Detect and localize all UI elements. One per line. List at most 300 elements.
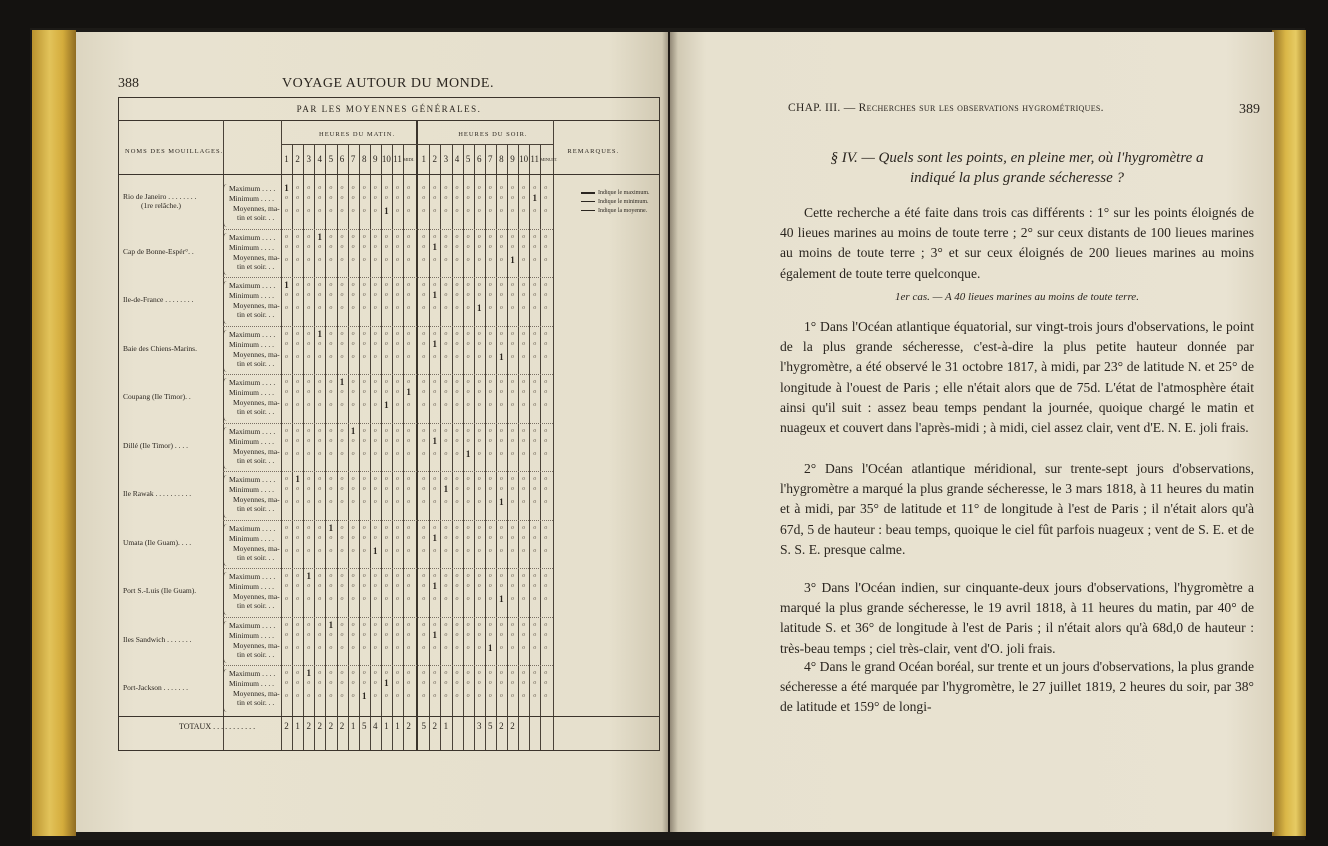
table-cell-one: 1	[432, 629, 438, 640]
table-cell-zero: o	[285, 243, 288, 250]
table-cell-zero: o	[477, 330, 481, 337]
table-cell-zero: o	[373, 670, 377, 676]
row-label-minimum: Minimum . . . .	[229, 630, 275, 640]
table-cell-zero: o	[466, 573, 470, 579]
table-cell-zero: o	[533, 243, 537, 250]
table-cell-zero: o	[296, 524, 300, 531]
table-cell-zero: o	[455, 353, 459, 360]
table-cell-zero: o	[329, 256, 333, 263]
left-page-number: 388	[118, 76, 139, 91]
table-cell-zero: o	[307, 208, 311, 214]
table-cell-zero: o	[499, 282, 503, 288]
table-cell-zero: o	[351, 305, 355, 311]
total-value: 2	[499, 720, 504, 731]
row-label-maximum: Maximum . . . .	[229, 572, 276, 581]
table-cell-zero: o	[362, 402, 366, 408]
table-cell-zero: o	[511, 427, 514, 434]
table-cell-zero: o	[444, 534, 448, 541]
table-cell-one: 1	[432, 435, 438, 446]
table-cell-zero: o	[285, 693, 288, 699]
table-cell-zero: o	[307, 282, 311, 288]
table-cell-zero: o	[384, 305, 388, 311]
paragraph-4	[780, 657, 1254, 718]
row-label-moyennes-2: tin et soir. . .	[237, 504, 275, 513]
table-cell-zero: o	[318, 573, 322, 579]
hour-morning-2: 2	[295, 154, 300, 164]
table-cell-zero: o	[499, 644, 503, 651]
remark-text: Indique le minimum.	[598, 199, 649, 205]
table-cell-zero: o	[455, 450, 459, 457]
station-name: Ile Rawak . . . . . . . . . .	[123, 489, 192, 498]
table-cell-zero: o	[396, 621, 399, 628]
table-cell-zero: o	[466, 670, 470, 676]
table-cell-zero: o	[307, 524, 311, 531]
table-cell-zero: o	[488, 596, 492, 602]
table-cell-zero: o	[384, 256, 388, 263]
table-cell-one: 1	[350, 425, 356, 436]
table-cell-zero: o	[318, 534, 322, 541]
table-cell-one: 1	[465, 448, 471, 459]
table-cell-zero: o	[285, 547, 288, 554]
table-cell-zero: o	[407, 282, 411, 288]
table-cell-zero: o	[433, 195, 437, 201]
table-cell-zero: o	[533, 693, 537, 699]
table-cell-zero: o	[362, 524, 366, 531]
table-cell-zero: o	[511, 185, 514, 191]
row-label-maximum: Maximum . . . .	[229, 329, 276, 339]
total-value: 5	[488, 720, 493, 731]
table-cell-zero: o	[296, 596, 300, 602]
table-cell-zero: o	[466, 185, 470, 191]
table-cell-zero: o	[285, 208, 288, 214]
table-cell-zero: o	[455, 330, 459, 337]
table-cell-zero: o	[422, 243, 426, 250]
station-name: Iles Sandwich . . . . . . .	[123, 634, 192, 644]
table-cell-one: 1	[432, 338, 438, 349]
table-cell-zero: o	[285, 195, 288, 201]
table-cell-zero: o	[351, 195, 355, 201]
table-cell-zero: o	[522, 476, 526, 482]
station-separator	[223, 471, 553, 472]
table-cell-zero: o	[433, 305, 437, 311]
table-cell-zero: o	[318, 621, 322, 628]
table-cell-one: 1	[317, 231, 323, 242]
table-cell-zero: o	[544, 631, 548, 638]
table-cell-zero: o	[318, 644, 322, 651]
table-cell-zero: o	[384, 693, 388, 699]
table-cell-zero: o	[351, 233, 355, 240]
table-cell-zero: o	[477, 534, 481, 541]
table-cell-zero: o	[522, 486, 526, 492]
table-cell-zero: o	[407, 233, 411, 240]
table-cell-zero: o	[396, 243, 399, 250]
hour-evening-2: 2	[432, 154, 438, 164]
table-cell-zero: o	[522, 644, 526, 651]
table-cell-zero: o	[351, 670, 355, 676]
table-cell-zero: o	[444, 282, 448, 288]
table-cell-zero: o	[455, 596, 459, 602]
total-value: 4	[373, 720, 378, 731]
table-cell-zero: o	[488, 621, 492, 628]
table-cell-zero: o	[499, 583, 503, 589]
remark-2	[581, 199, 649, 205]
table-cell-zero: o	[340, 292, 344, 298]
hour-evening-1: 1	[421, 154, 426, 164]
table-cell-zero: o	[340, 427, 344, 434]
table-cell-zero: o	[466, 195, 470, 201]
table-cell-zero: o	[433, 680, 437, 686]
table-cell-zero: o	[444, 631, 448, 638]
table-cell-zero: o	[488, 243, 492, 250]
hour-morning-11: 11	[393, 154, 402, 164]
table-cell-zero: o	[499, 195, 503, 201]
table-cell-one: 1	[510, 254, 515, 265]
table-cell-zero: o	[511, 389, 514, 395]
table-cell-zero: o	[351, 631, 355, 638]
table-cell-zero: o	[373, 621, 377, 628]
table-cell-zero: o	[455, 693, 459, 699]
table-cell-zero: o	[340, 486, 344, 492]
table-cell-zero: o	[499, 621, 503, 628]
table-cell-zero: o	[318, 437, 322, 444]
table-cell-zero: o	[433, 379, 437, 385]
table-cell-zero: o	[351, 680, 355, 686]
table-cell-zero: o	[296, 233, 300, 240]
col-header-evening: HEURES DU SOIR.	[458, 131, 528, 138]
row-label-moyennes-2: tin et soir. . .	[237, 552, 275, 562]
table-cell-zero: o	[362, 644, 366, 651]
row-label-moyennes: Moyennes, ma-	[233, 495, 280, 504]
table-cell-zero: o	[533, 379, 537, 385]
table-cell-zero: o	[384, 389, 388, 395]
station-name: Rio de Janeiro . . . . . . . .	[123, 192, 197, 201]
table-cell-zero: o	[318, 379, 322, 385]
table-cell-zero: o	[351, 243, 355, 250]
hour-evening-7: 7	[488, 154, 493, 164]
table-cell-zero: o	[285, 402, 288, 408]
table-cell-zero: o	[373, 573, 377, 579]
table-divider-remarks	[553, 120, 554, 750]
table-cell-zero: o	[318, 185, 322, 191]
table-cell-zero: o	[477, 573, 481, 579]
observation-table	[118, 97, 660, 751]
table-cell-zero: o	[499, 402, 503, 408]
table-cell-zero: o	[455, 282, 459, 288]
table-cell-zero: o	[296, 353, 300, 360]
table-cell-zero: o	[296, 644, 300, 651]
table-cell-zero: o	[499, 389, 503, 395]
total-value: 1	[295, 720, 300, 731]
table-cell-zero: o	[329, 389, 333, 395]
table-cell-zero: o	[296, 282, 300, 288]
table-cell-zero: o	[362, 547, 366, 554]
table-cell-zero: o	[444, 208, 448, 214]
table-cell-zero: o	[533, 437, 537, 444]
table-cell-zero: o	[477, 195, 481, 201]
table-cell-zero: o	[351, 596, 355, 602]
row-label-moyennes: Moyennes, ma-	[233, 204, 280, 213]
table-cell-zero: o	[422, 486, 426, 492]
table-cell-zero: o	[544, 195, 548, 201]
table-cell-zero: o	[544, 524, 548, 531]
section-title-line2: indiqué la plus grande sécheresse ?	[910, 170, 1124, 186]
table-cell-zero: o	[433, 353, 437, 360]
table-cell-zero: o	[340, 693, 344, 699]
table-cell-zero: o	[384, 486, 388, 492]
station-name: Dillé (Ile Timor) . . . .	[123, 440, 188, 450]
table-cell-zero: o	[455, 427, 459, 434]
table-cell-zero: o	[433, 330, 437, 337]
section-title-line1: § IV. — Quels sont les points, en pleine mer, où l'hygromètre a	[830, 150, 1204, 166]
table-cell-one: 1	[317, 328, 323, 339]
table-cell-zero: o	[522, 680, 526, 686]
table-cell-zero: o	[499, 256, 503, 263]
table-cell-zero: o	[340, 534, 344, 541]
table-cell-zero: o	[444, 330, 448, 337]
table-cell-zero: o	[455, 305, 459, 311]
table-cell-zero: o	[373, 330, 377, 337]
table-cell-zero: o	[396, 499, 399, 505]
table-cell-zero: o	[373, 524, 377, 531]
table-cell-one: 1	[443, 484, 449, 494]
hour-evening-3: 3	[443, 154, 449, 164]
table-cell-zero: o	[318, 208, 322, 214]
table-cell-zero: o	[396, 596, 399, 602]
table-cell-zero: o	[433, 208, 437, 214]
table-cell-zero: o	[466, 243, 470, 250]
total-value: 2	[284, 720, 289, 731]
table-cell-zero: o	[488, 305, 492, 311]
table-cell-zero: o	[422, 631, 426, 638]
table-cell-zero: o	[307, 389, 311, 395]
table-cell-zero: o	[407, 670, 411, 676]
table-cell-zero: o	[307, 353, 311, 360]
table-cell-zero: o	[329, 631, 333, 638]
table-cell-zero: o	[384, 233, 388, 240]
table-cell-zero: o	[384, 621, 388, 628]
table-cell-zero: o	[307, 596, 311, 602]
table-cell-zero: o	[285, 292, 288, 298]
table-cell-zero: o	[384, 524, 388, 531]
table-cell-zero: o	[407, 596, 411, 602]
table-cell-zero: o	[422, 670, 426, 676]
row-label-maximum: Maximum . . . .	[229, 184, 276, 193]
table-cell-zero: o	[285, 596, 288, 602]
table-cell-zero: o	[477, 208, 481, 214]
table-cell-one: 1	[384, 400, 389, 410]
table-cell-zero: o	[533, 583, 537, 589]
table-cell-zero: o	[373, 450, 377, 457]
table-cell-zero: o	[307, 256, 311, 263]
table-cell-zero: o	[433, 524, 437, 531]
table-cell-zero: o	[396, 573, 399, 579]
table-cell-zero: o	[307, 427, 311, 434]
table-cell-zero: o	[488, 195, 492, 201]
table-cell-zero: o	[285, 256, 288, 263]
table-cell-zero: o	[351, 292, 355, 298]
table-cell-zero: o	[422, 389, 426, 395]
table-cell-zero: o	[296, 534, 300, 541]
table-cell-one: 1	[384, 678, 389, 688]
table-cell-zero: o	[396, 402, 399, 408]
hour-evening-4: 4	[454, 154, 460, 164]
table-cell-zero: o	[373, 534, 377, 541]
station-separator	[223, 568, 553, 569]
table-cell-zero: o	[373, 233, 377, 240]
table-cell-zero: o	[340, 583, 344, 589]
table-cell-zero: o	[396, 680, 399, 686]
table-cell-zero: o	[533, 524, 537, 531]
table-cell-zero: o	[422, 693, 426, 699]
table-cell-zero: o	[296, 437, 300, 444]
table-cell-one: 1	[488, 642, 493, 653]
table-cell-zero: o	[296, 256, 300, 263]
table-cell-zero: o	[533, 486, 537, 492]
table-cell-zero: o	[488, 353, 492, 360]
table-cell-one: 1	[328, 619, 334, 630]
table-cell-zero: o	[373, 583, 377, 589]
table-cell-zero: o	[488, 680, 492, 686]
table-cell-zero: o	[285, 499, 288, 505]
table-cell-zero: o	[396, 631, 399, 638]
table-cell-zero: o	[522, 208, 526, 214]
table-cell-zero: o	[422, 208, 426, 214]
table-cell-zero: o	[488, 583, 492, 589]
table-cell-zero: o	[407, 292, 411, 298]
table-cell-zero: o	[422, 644, 426, 651]
table-cell-zero: o	[444, 292, 448, 298]
table-cell-zero: o	[499, 534, 503, 541]
table-cell-zero: o	[340, 670, 344, 676]
table-title: PAR LES MOYENNES GÉNÉRALES.	[119, 98, 659, 121]
table-cell-zero: o	[296, 305, 300, 311]
table-cell-zero: o	[544, 596, 548, 602]
table-cell-zero: o	[544, 353, 548, 360]
col-header-morning: HEURES DU MATIN.	[319, 131, 396, 138]
table-cell-zero: o	[373, 208, 377, 214]
table-cell-zero: o	[362, 486, 366, 492]
table-cell-zero: o	[522, 670, 526, 676]
table-cell-zero: o	[396, 524, 399, 531]
table-cell-zero: o	[522, 353, 526, 360]
table-cell-zero: o	[533, 256, 537, 263]
station-separator	[223, 520, 553, 521]
table-cell-zero: o	[522, 621, 526, 628]
table-cell-zero: o	[340, 644, 344, 651]
table-cell-zero: o	[307, 621, 311, 628]
paragraph-2-text: 2° Dans l'Océan atlantique méridional, sur trente-sept jours d'observations, l'hygromètre a marqué la plus grande sécheresse, le 3 mars 1818, à 11 heures du matin et à midi, par 35° de latitude et 11° de longitude à l'est de Paris ; il n'était alors qu'à 67d, 5 de hauteur : beau temps, quoique le ciel fût parfois nuageux ; vent de S. E. et de S. S. E. presque calme.	[780, 461, 1254, 557]
table-cell-zero: o	[296, 330, 300, 337]
table-cell-zero: o	[455, 437, 459, 444]
table-cell-zero: o	[329, 437, 333, 444]
table-cell-zero: o	[422, 282, 426, 288]
table-cell-zero: o	[407, 631, 411, 638]
paragraph-3	[780, 578, 1254, 659]
row-label-moyennes-2: tin et soir. . .	[237, 455, 275, 465]
table-cell-zero: o	[511, 680, 514, 686]
table-cell-zero: o	[544, 644, 548, 651]
table-cell-zero: o	[544, 340, 548, 347]
table-cell-zero: o	[477, 427, 481, 434]
table-cell-zero: o	[544, 437, 548, 444]
table-cell-zero: o	[533, 476, 537, 482]
table-cell-zero: o	[396, 583, 399, 589]
total-value: 2	[339, 720, 345, 731]
table-cell-zero: o	[396, 185, 399, 191]
station-name: Port S.-Luis (Ile Guam).	[123, 586, 197, 595]
table-cell-zero: o	[340, 256, 344, 263]
table-cell-zero: o	[544, 305, 548, 311]
table-cell-zero: o	[340, 680, 344, 686]
total-value: 1	[350, 720, 356, 731]
table-cell-zero: o	[477, 631, 481, 638]
table-cell-zero: o	[351, 379, 355, 385]
table-cell-zero: o	[407, 305, 411, 311]
table-cell-zero: o	[329, 499, 333, 505]
row-label-minimum: Minimum . . . .	[229, 485, 275, 494]
table-cell-zero: o	[407, 534, 411, 541]
row-label-maximum: Maximum . . . .	[229, 426, 276, 436]
table-cell-one: 1	[476, 303, 482, 313]
table-cell-zero: o	[318, 389, 322, 395]
table-cell-zero: o	[329, 402, 333, 408]
table-cell-zero: o	[329, 243, 333, 250]
table-cell-one: 1	[284, 183, 289, 193]
table-cell-zero: o	[318, 292, 322, 298]
table-cell-zero: o	[373, 195, 377, 201]
table-cell-zero: o	[329, 208, 333, 214]
table-cell-zero: o	[396, 476, 399, 482]
table-cell-zero: o	[499, 305, 503, 311]
table-cell-zero: o	[296, 573, 300, 579]
table-cell-zero: o	[384, 631, 388, 638]
table-cell-zero: o	[422, 379, 426, 385]
table-cell-zero: o	[455, 486, 459, 492]
col-header-names: NOMS DES MOUILLAGES.	[125, 148, 224, 155]
total-value: 1	[443, 720, 449, 731]
table-cell-zero: o	[455, 547, 459, 554]
table-cell-zero: o	[522, 596, 526, 602]
table-cell-zero: o	[329, 680, 333, 686]
table-cell-zero: o	[407, 256, 411, 263]
station-name: Umata (Ile Guam). . . .	[123, 537, 192, 547]
table-cell-zero: o	[351, 330, 355, 337]
table-cell-zero: o	[422, 476, 426, 482]
table-cell-zero: o	[488, 282, 492, 288]
row-label-moyennes: Moyennes, ma-	[233, 592, 280, 601]
table-cell-zero: o	[351, 486, 355, 492]
table-cell-zero: o	[511, 353, 514, 360]
table-cell-zero: o	[544, 282, 548, 288]
table-cell-zero: o	[318, 195, 322, 201]
table-cell-zero: o	[407, 450, 411, 457]
table-cell-zero: o	[373, 631, 377, 638]
table-cell-zero: o	[444, 644, 448, 651]
table-cell-zero: o	[511, 243, 514, 250]
table-cell-zero: o	[488, 185, 492, 191]
table-cell-zero: o	[351, 437, 355, 444]
table-cell-zero: o	[511, 292, 514, 298]
table-cell-zero: o	[362, 208, 366, 214]
table-cell-zero: o	[444, 195, 448, 201]
table-cell-zero: o	[396, 208, 399, 214]
table-cell-zero: o	[422, 450, 426, 457]
row-label-moyennes-2: tin et soir. . .	[237, 601, 275, 610]
table-cell-zero: o	[533, 282, 537, 288]
table-cell-zero: o	[340, 305, 344, 311]
table-cell-zero: o	[340, 631, 344, 638]
table-cell-zero: o	[340, 282, 344, 288]
